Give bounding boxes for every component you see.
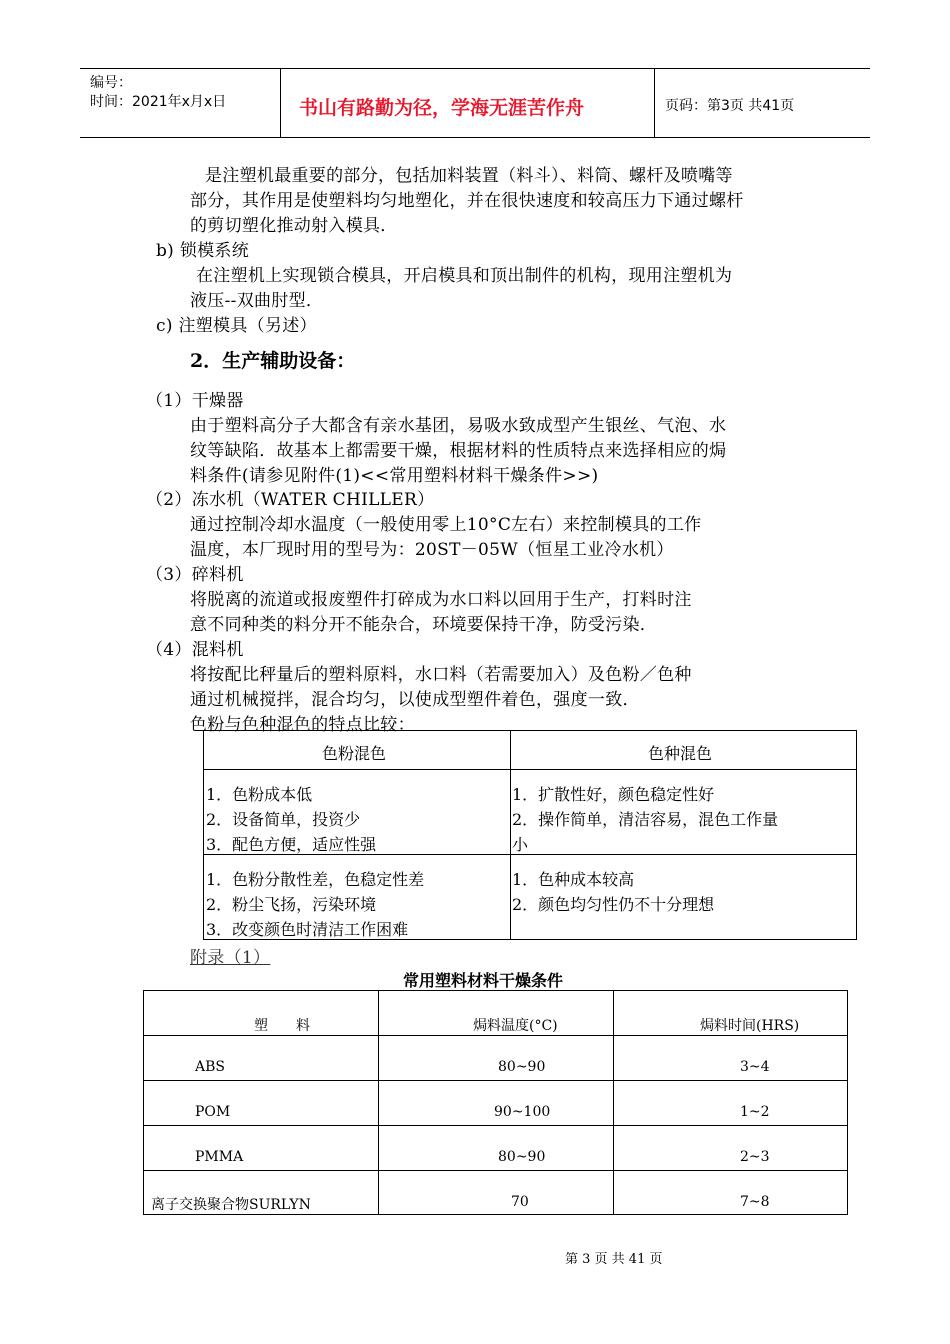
header-motto: 书山有路勤为径，学海无涯苦作舟	[299, 97, 585, 119]
table-cell: 90~100	[494, 1104, 551, 1120]
paragraph-line: 在注塑机上实现锁合模具，开启模具和顶出制件的机构，现用注塑机为	[196, 266, 733, 286]
table-divider	[204, 769, 856, 770]
table-cell-line: 2．颜色均匀性仍不十分理想	[512, 895, 715, 914]
subsection-title: （2）冻水机（WATER CHILLER）	[146, 490, 435, 510]
table-cell: 80~90	[498, 1149, 546, 1165]
paragraph-line: 料条件(请参见附件(1)<<常用塑料材料干燥条件>>)	[190, 466, 599, 486]
paragraph-line: 液压--双曲肘型．	[190, 291, 324, 311]
table-cell-line: 1．扩散性好，颜色稳定性好	[512, 785, 715, 804]
table-cell-line: 2．操作简单，清洁容易，混色工作量	[512, 810, 779, 829]
table-cell-line: 2．粉尘飞扬，污染环境	[206, 895, 377, 914]
table-divider	[613, 991, 614, 1214]
table-cell: 2~3	[740, 1149, 770, 1165]
subsection-title: （3）碎料机	[146, 565, 244, 585]
document-time-label: 时间：2021年x月x日	[90, 94, 227, 110]
color-mixing-comparison-table	[203, 730, 857, 940]
table-divider	[510, 731, 511, 939]
paragraph-line: 温度，本厂现时用的型号为：20ST－05W（恒星工业冷水机）	[190, 540, 674, 560]
paragraph-line: 部分，其作用是使塑料均匀地塑化，并在很快速度和较高压力下通过螺杆	[190, 191, 744, 211]
header-page-info: 页码：第3页 共41页	[665, 98, 795, 114]
drying-conditions-table	[143, 990, 848, 1215]
table-cell-line: 小	[512, 835, 529, 854]
table-cell-line: 1．色粉分散性差，色稳定性差	[206, 870, 425, 889]
table-cell-line: 3．改变颜色时清洁工作困难	[206, 920, 409, 939]
table-cell: POM	[195, 1104, 231, 1120]
page-header	[80, 68, 870, 138]
table-header-cell: 色粉混色	[322, 744, 387, 763]
document-number-label: 编号：	[90, 75, 132, 91]
table-cell: 3~4	[740, 1059, 770, 1075]
table-cell-line: 2．设备简单，投资少	[206, 810, 361, 829]
table-divider	[144, 1035, 847, 1036]
table-cell: 1~2	[740, 1104, 770, 1120]
paragraph-line: 将按配比秤量后的塑料原料，水口料（若需要加入）及色粉／色种	[190, 665, 692, 685]
list-item-c: c) 注塑模具（另述）	[156, 316, 317, 336]
table-divider	[378, 991, 379, 1214]
subsection-title: （4）混料机	[146, 640, 244, 660]
header-divider	[280, 69, 281, 137]
header-divider	[654, 69, 655, 137]
paragraph-line: 通过控制冷却水温度（一般使用零上10°C左右）来控制模具的工作	[190, 515, 702, 535]
table-divider	[144, 1170, 847, 1171]
page-footer: 第 3 页 共 41 页	[565, 1252, 663, 1267]
table-header-cell: 焗料时间(HRS)	[700, 1018, 800, 1034]
table-cell: 70	[511, 1194, 529, 1210]
table-cell: PMMA	[195, 1149, 244, 1165]
paragraph-line: 是注塑机最重要的部分，包括加料装置（料斗）、料筒、螺杆及喷嘴等	[205, 166, 733, 186]
section-heading: 2．生产辅助设备：	[190, 350, 356, 372]
list-item-b: b) 锁模系统	[156, 241, 250, 261]
paragraph-line: 由于塑料高分子大都含有亲水基团，易吸水致成型产生银丝、气泡、水	[190, 416, 727, 436]
paragraph-line: 将脱离的流道或报废塑件打碎成为水口料以回用于生产，打料时注	[190, 590, 692, 610]
paragraph-line: 色粉与色种混色的特点比较：	[190, 715, 415, 735]
paragraph-line: 意不同种类的料分开不能杂合，环境要保持干净，防受污染．	[190, 615, 658, 635]
appendix-table-title: 常用塑料材料干燥条件	[403, 971, 564, 990]
table-cell: 离子交换聚合物SURLYN	[151, 1197, 311, 1213]
table-cell: 80~90	[498, 1059, 546, 1075]
table-cell-line: 3．配色方便，适应性强	[206, 835, 377, 854]
subsection-title: （1）干燥器	[146, 391, 244, 411]
table-cell: ABS	[195, 1059, 225, 1075]
table-divider	[144, 1080, 847, 1081]
table-divider	[144, 1125, 847, 1126]
appendix-label: 附录（1）	[190, 948, 271, 968]
paragraph-line: 通过机械搅拌，混合均匀，以使成型塑件着色，强度一致．	[190, 690, 640, 710]
paragraph-line: 的剪切塑化推动射入模具．	[190, 216, 398, 236]
table-header-cell: 焗料温度(°C)	[473, 1018, 558, 1034]
table-header-cell: 色种混色	[648, 744, 713, 763]
table-cell-line: 1．色粉成本低	[206, 785, 313, 804]
paragraph-line: 纹等缺陷．故基本上都需要干燥，根据材料的性质特点来选择相应的焗	[190, 441, 727, 461]
table-cell-line: 1．色种成本较高	[512, 870, 635, 889]
table-cell: 7~8	[740, 1194, 770, 1210]
table-header-cell: 塑 料	[254, 1018, 310, 1034]
